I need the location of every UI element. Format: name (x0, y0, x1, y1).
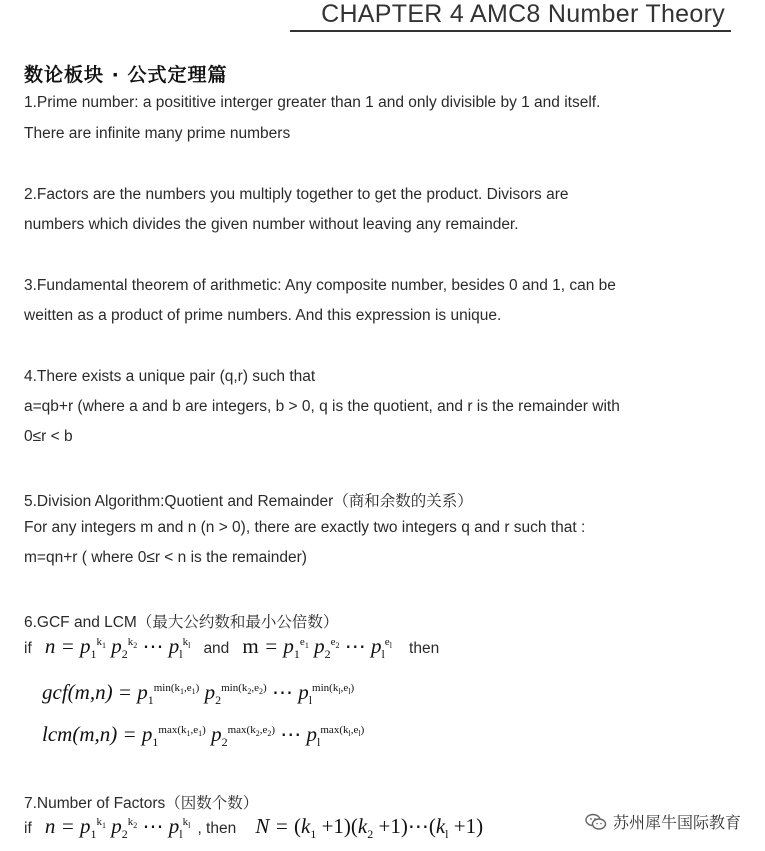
item-4-line-3: 0≤r < b (24, 428, 73, 445)
n-factorization-7: $n = p_1^{k_1}$ $p_2^{k_2}$ ⋯ $p_l^{k_l}$ (44, 814, 191, 842)
max-fn-3: max (320, 724, 340, 736)
lcm-formula: $lcm(m,n) = p_1^{max(k_1,e_1)}$ $p_2^{max(k_2,e_2)}$ ⋯ $p_l^{max(k_l,e_l)}$ (42, 722, 365, 750)
and-label: and (203, 640, 230, 657)
lcm-lhs: lcm(m,n) = (42, 722, 137, 746)
max-fn-1: max (158, 724, 178, 736)
item-2-line-1: 2.Factors are the numbers you multiply together to get the product. Divisors are (24, 186, 569, 203)
item-6-factorization (24, 634, 439, 662)
then-label: then (409, 640, 440, 657)
header-divider (290, 30, 731, 32)
item-7-formula (24, 814, 483, 842)
if-label-7: if (24, 820, 32, 837)
item-2-line-2: numbers which divides the given number without leaving any remainder. (24, 216, 519, 233)
gcf-lhs: gcf(m,n) = (42, 680, 132, 704)
gcf-formula: $gcf(m,n) = p_1^{min(k_1,e_1)}$ $p_2^{min(k_2,e_2)}$ ⋯ $p_l^{min(k_l,e_l)}$ (42, 680, 355, 708)
item-5-line-1: 5.Division Algorithm:Quotient and Remainder（商和余数的关系） (24, 493, 473, 510)
item-1-line-2: There are infinite many prime numbers (24, 125, 291, 142)
item-5-line-3: m=qn+r ( where 0≤r < n is the remainder) (24, 549, 307, 566)
m-factorization: $m = p_1^{e_1}$ $p_2^{e_2}$ ⋯ $p_l^{e_l}$ (242, 634, 392, 662)
item-3-line-2: weitten as a product of prime numbers. And this expression is unique. (24, 307, 502, 324)
max-fn-2: max (227, 724, 247, 736)
wechat-icon (585, 813, 607, 831)
min-fn-2: min (221, 682, 239, 694)
item-6-title: 6.GCF and LCM（最大公约数和最小公倍数） (24, 614, 339, 631)
min-fn-1: min (153, 682, 171, 694)
section-title: 数论板块 · 公式定理篇 (24, 64, 228, 86)
item-7-title: 7.Number of Factors（因数个数） (24, 795, 259, 812)
factor-count-formula: $N = (k_1 +1)(k_2$ $+1)\cdots(k_l +1)$ (255, 814, 484, 842)
watermark-text: 苏州犀牛国际教育 (612, 813, 741, 832)
item-1-line-1: 1.Prime number: a posititive interger greater than 1 and only divisible by 1 and itself. (24, 94, 601, 111)
n-factorization: $n = p_1^{k_1}$ $p_2^{k_2}$ ⋯ $p_l^{k_l}$ (44, 634, 191, 662)
item-4-line-2: a=qb+r (where a and b are integers, b > 0, q is the quotient, and r is the remainder with (24, 398, 620, 415)
chapter-title: CHAPTER 4 AMC8 Number Theory (321, 0, 725, 28)
item-4-line-1: 4.There exists a unique pair (q,r) such that (24, 368, 316, 385)
min-fn-3: min (312, 682, 330, 694)
if-label: if (24, 640, 32, 657)
watermark (585, 810, 741, 833)
item-5-line-2: For any integers m and n (n > 0), there are exactly two integers q and r such that : (24, 519, 586, 536)
item-3-line-1: 3.Fundamental theorem of arithmetic: Any composite number, besides 0 and 1, can be (24, 277, 616, 294)
then-label-7: , then (197, 820, 237, 837)
